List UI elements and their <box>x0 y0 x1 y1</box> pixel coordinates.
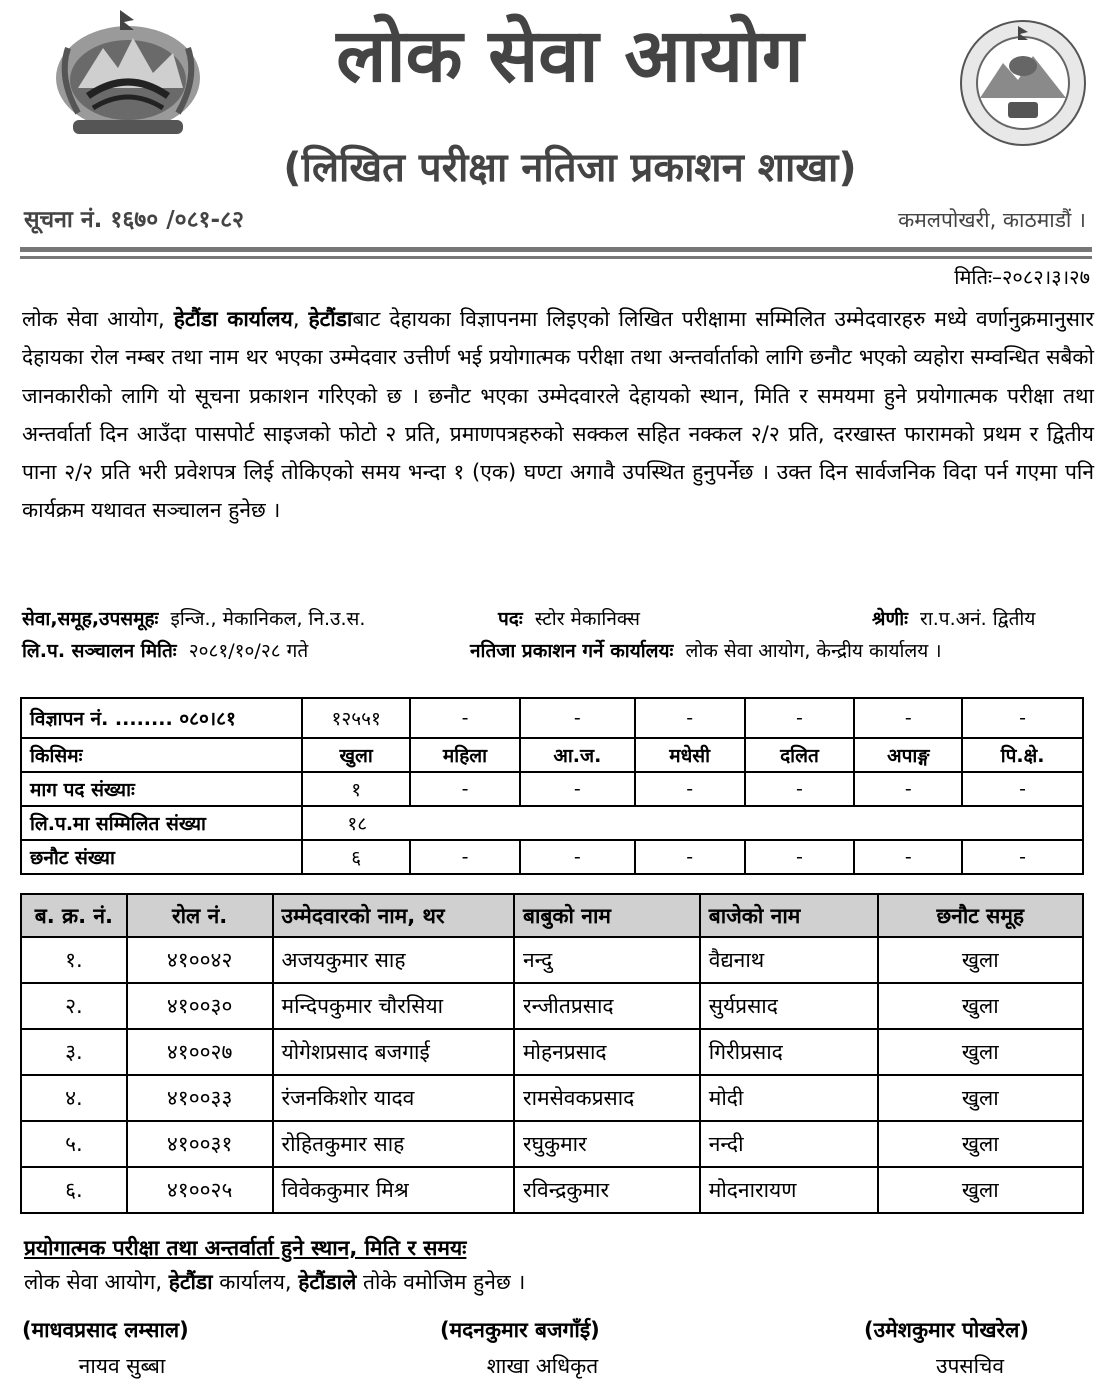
type-header: दलित <box>745 738 855 772</box>
notice-body <box>22 300 1094 530</box>
ad-label: विज्ञापन नं. ........ ०८०।८१ <box>21 698 302 738</box>
grandfather-cell: मोदी <box>700 1075 878 1121</box>
selected-value: ६ <box>302 840 410 874</box>
father-cell: नन्दु <box>514 937 700 983</box>
demand-row <box>21 772 1083 806</box>
father-cell: रविन्द्रकुमार <box>514 1167 700 1213</box>
type-header: आ.ज. <box>520 738 635 772</box>
notice-number: सूचना नं. १६७० /०८१-८२ <box>24 207 244 233</box>
result-office-label: नतिजा प्रकाशन गर्ने कार्यालयः <box>470 640 674 662</box>
service-label: सेवा,समूह,उपसमूहः <box>22 608 159 630</box>
venue-office: हेटौंडा <box>168 1270 213 1294</box>
roll-cell: ४१००२७ <box>127 1029 273 1075</box>
venue-heading: प्रयोगात्मक परीक्षा तथा अन्तर्वार्ता हुने स्थान, मिति र समयः <box>24 1236 467 1260</box>
demand-value: - <box>410 772 520 806</box>
psc-seal-icon <box>958 18 1088 148</box>
serial-cell: ५. <box>21 1121 127 1167</box>
notice-org: लोक सेवा आयोग, <box>22 307 174 331</box>
roll-cell: ४१००४२ <box>127 937 273 983</box>
column-header: छनौट समूह <box>878 894 1084 937</box>
results-table <box>20 893 1084 1214</box>
roll-cell: ४१००३० <box>127 983 273 1029</box>
class-label: श्रेणीः <box>872 608 908 630</box>
venue-text-part: लोक सेवा आयोग, <box>24 1270 169 1294</box>
ad-value: - <box>520 698 635 738</box>
service-value: इन्जि., मेकानिकल, नि.उ.स. <box>170 608 366 630</box>
notice-sep: , <box>292 307 309 331</box>
table-row <box>21 983 1083 1029</box>
serial-cell: २. <box>21 983 127 1029</box>
signatory-name: (माधवप्रसाद लम्साल) <box>22 1318 189 1342</box>
column-header: बाजेको नाम <box>700 894 878 937</box>
participants-number: १८ <box>347 813 368 835</box>
table-row <box>21 1075 1083 1121</box>
demand-value: - <box>962 772 1083 806</box>
type-header: मधेसी <box>635 738 745 772</box>
signatory-name: (मदनकुमार बजगाँई) <box>440 1318 600 1342</box>
selected-value: - <box>745 840 855 874</box>
serial-cell: ६. <box>21 1167 127 1213</box>
name-cell: विवेककुमार मिश्र <box>273 1167 514 1213</box>
results-header-row <box>21 894 1083 937</box>
service-info <box>22 604 365 634</box>
org-title: लोक सेवा आयोग <box>336 13 804 99</box>
father-cell: मोहनप्रसाद <box>514 1029 700 1075</box>
serial-cell: ३. <box>21 1029 127 1075</box>
father-cell: रन्जीतप्रसाद <box>514 983 700 1029</box>
name-cell: योगेशप्रसाद बजगाई <box>273 1029 514 1075</box>
signatory-role: उपसचिव <box>935 1354 1005 1378</box>
type-row <box>21 738 1083 772</box>
name-cell: मन्दिपकुमार चौरसिया <box>273 983 514 1029</box>
ad-value: - <box>745 698 855 738</box>
group-cell: खुला <box>878 1167 1084 1213</box>
column-header: ब. क्र. नं. <box>21 894 127 937</box>
participants-value <box>302 806 1083 840</box>
name-cell: रोहितकुमार साह <box>273 1121 514 1167</box>
grandfather-cell: नन्दी <box>700 1121 878 1167</box>
group-cell: खुला <box>878 1029 1084 1075</box>
grandfather-cell: गिरीप्रसाद <box>700 1029 878 1075</box>
column-header: बाबुको नाम <box>514 894 700 937</box>
selected-value: - <box>410 840 520 874</box>
signatory-role: नायव सुब्बा <box>78 1354 166 1378</box>
result-office-info <box>470 636 942 666</box>
column-header: रोल नं. <box>127 894 273 937</box>
roll-cell: ४१००३१ <box>127 1121 273 1167</box>
father-cell: रामसेवकप्रसाद <box>514 1075 700 1121</box>
selected-value: - <box>520 840 635 874</box>
class-value: रा.प.अनं. द्वितीय <box>920 608 1036 630</box>
table-row <box>21 937 1083 983</box>
type-header: महिला <box>410 738 520 772</box>
location: कमलपोखरी, काठमाडौं । <box>898 208 1086 232</box>
group-cell: खुला <box>878 983 1084 1029</box>
participants-label: लि.प.मा सम्मिलित संख्या <box>21 806 302 840</box>
selected-value: - <box>962 840 1083 874</box>
participants-row <box>21 806 1083 840</box>
group-cell: खुला <box>878 937 1084 983</box>
type-header: अपाङ्ग <box>854 738 962 772</box>
exam-date-info <box>22 636 308 666</box>
father-cell: रघुकुमार <box>514 1121 700 1167</box>
venue-text-part: कार्यालय, <box>212 1270 299 1294</box>
signatory-name: (उमेशकुमार पोखरेल) <box>864 1318 1029 1342</box>
class-info <box>872 604 1035 634</box>
ad-value: - <box>854 698 962 738</box>
demand-value: - <box>745 772 855 806</box>
ad-row <box>21 698 1083 738</box>
group-cell: खुला <box>878 1121 1084 1167</box>
column-header: उम्मेदवारको नाम, थर <box>273 894 514 937</box>
notice-text: बाट देहायका विज्ञापनमा लिइएको लिखित परीक्षामा सम्मिलित उम्मेदवारहरु मध्ये वर्णानुक्रमानुसार देहायका रोल नम्बर तथा नाम थर भएका उम्मेदवार उत्तीर्ण भई प्रयोगात्मक परीक्षा तथा अन्तर्वार्ताको लागि छनौट भएको व्यहोरा सम्वन्धित सबैको जानकारीको लागि यो सूचना प्रकाशन गरिएको छ । छनौट भएका उम्मेदवारले देहायको स्थान, मिति र समयमा हुने प्रयोगात्मक परीक्षा तथा अन्तर्वार्ता दिन आउँदा पासपोर्ट साइजको फोटो २ प्रति, प्रमाणपत्रहरुको सक्कल सहित नक्कल २/२ प्रति, दरखास्त फारामको प्रथम र द्वितीय पाना २/२ प्रति भरी प्रवेशपत्र लिई तोकिएको समय भन्दा १ (एक) घण्टा अगावै उपस्थित हुनुपर्नेछ । उक्त दिन सार्वजनिक विदा पर्न गएमा पनि कार्यक्रम यथावत सञ्चालन हुनेछ । <box>22 307 1094 523</box>
ad-value: १२५५१ <box>302 698 410 738</box>
selected-row <box>21 840 1083 874</box>
result-office-value: लोक सेवा आयोग, केन्द्रीय कार्यालय । <box>685 640 942 662</box>
notice-city: हेटौंडा <box>308 307 353 331</box>
roll-cell: ४१००३३ <box>127 1075 273 1121</box>
post-value: स्टोर मेकानिक्स <box>534 608 640 630</box>
selected-value: - <box>854 840 962 874</box>
exam-date-value: २०८१/१०/२८ गते <box>188 640 309 662</box>
name-cell: अजयकुमार साह <box>273 937 514 983</box>
nepal-emblem-icon <box>48 8 208 138</box>
demand-value: १ <box>302 772 410 806</box>
table-row <box>21 1029 1083 1075</box>
serial-cell: ४. <box>21 1075 127 1121</box>
type-header: पि.क्षे. <box>962 738 1083 772</box>
post-info <box>498 604 640 634</box>
grandfather-cell: सुर्यप्रसाद <box>700 983 878 1029</box>
grandfather-cell: मोदनारायण <box>700 1167 878 1213</box>
selected-label: छनौट संख्या <box>21 840 302 874</box>
signatory-role: शाखा अधिकृत <box>486 1354 599 1378</box>
demand-value: - <box>635 772 745 806</box>
org-subtitle: (लिखित परीक्षा नतिजा प्रकाशन शाखा) <box>283 145 857 191</box>
selected-value: - <box>635 840 745 874</box>
ad-value: - <box>962 698 1083 738</box>
demand-value: - <box>854 772 962 806</box>
ad-value: - <box>410 698 520 738</box>
table-row <box>21 1167 1083 1213</box>
demand-label: माग पद संख्याः <box>21 772 302 806</box>
type-header: खुला <box>302 738 410 772</box>
summary-table <box>20 697 1084 875</box>
demand-value: - <box>520 772 635 806</box>
ad-value: - <box>635 698 745 738</box>
divider <box>20 256 1092 259</box>
roll-cell: ४१००२५ <box>127 1167 273 1213</box>
serial-cell: १. <box>21 937 127 983</box>
notice-date: मितिः–२०८२।३।२७ <box>954 265 1090 289</box>
venue-text <box>24 1266 525 1298</box>
divider <box>20 247 1092 252</box>
table-row <box>21 1121 1083 1167</box>
post-label: पदः <box>498 608 523 630</box>
venue-city: हेटौंडाले <box>298 1270 357 1294</box>
name-cell: रंजनकिशोर यादव <box>273 1075 514 1121</box>
notice-office: हेटौंडा कार्यालय <box>173 307 293 331</box>
grandfather-cell: वैद्यनाथ <box>700 937 878 983</box>
exam-date-label: लि.प. सञ्चालन मितिः <box>22 640 177 662</box>
venue-text-part: तोके वमोजिम हुनेछ । <box>356 1270 526 1294</box>
group-cell: खुला <box>878 1075 1084 1121</box>
type-label: किसिमः <box>21 738 302 772</box>
